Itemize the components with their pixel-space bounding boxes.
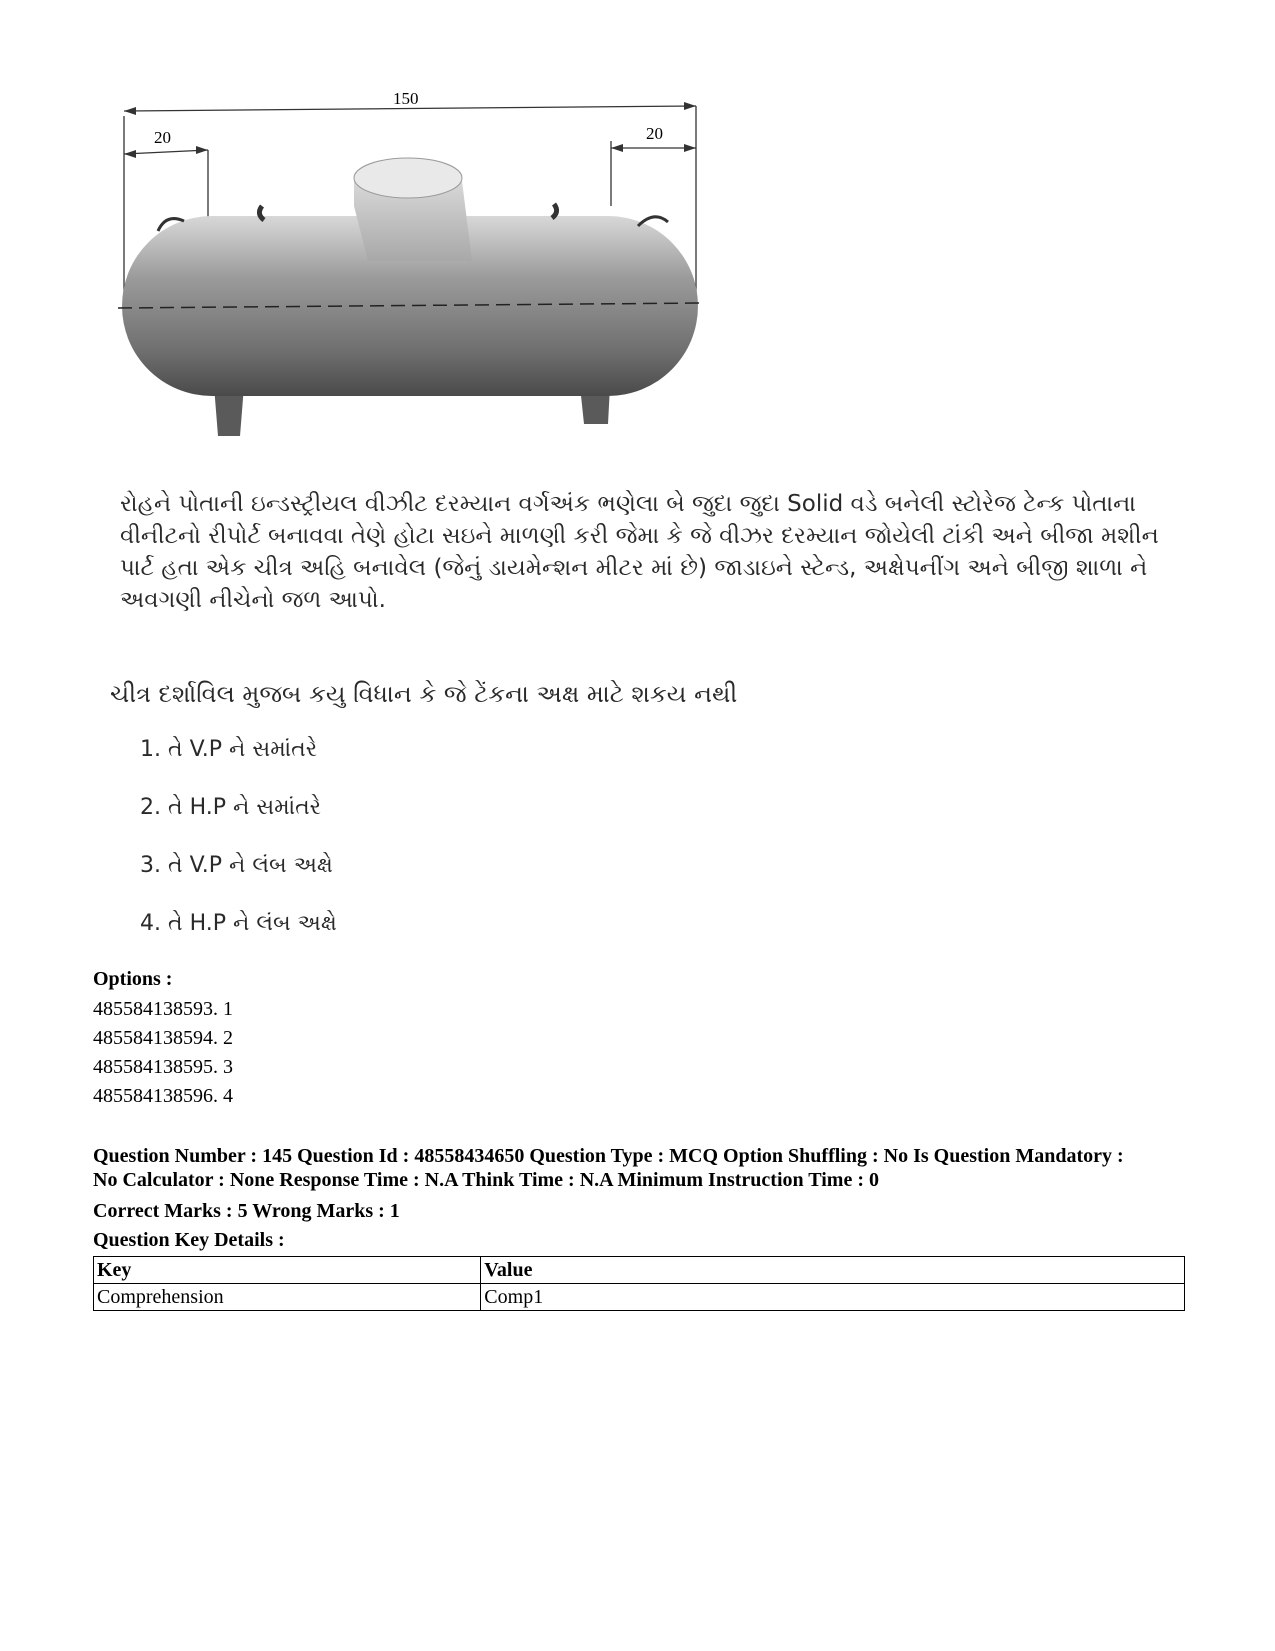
option-item: 485584138593. 1 xyxy=(93,998,233,1020)
table-row xyxy=(94,1284,1185,1311)
question-meta xyxy=(93,1144,1183,1192)
meta-line: Question Number : 145 Question Id : 48558434650 Question Type : MCQ Option Shuffling : No Is Question Mandatory : xyxy=(93,1145,1124,1167)
dim-right-label: 20 xyxy=(646,124,663,143)
header-value: Value xyxy=(481,1257,1185,1284)
choice-item: 2. તે H.P ને સમાંતરે xyxy=(140,795,322,820)
comprehension-passage xyxy=(120,488,1180,616)
question-choices xyxy=(140,737,337,969)
tank-figure xyxy=(118,86,718,466)
header-key: Key xyxy=(94,1257,481,1284)
tank-diagram xyxy=(118,86,718,466)
cell-value: Comp1 xyxy=(481,1284,1185,1311)
key-details-heading: Question Key Details : xyxy=(93,1229,285,1251)
cell-key: Comprehension xyxy=(94,1284,481,1311)
passage-line: અવગણી નીચેનો જળ આપો. xyxy=(120,587,386,613)
passage-line: પાર્ટ હતા એક ચીત્ર અહિ બનાવેલ (જેનું ડાયમેન્શન મીટર માં છે) જાડાઇને સ્ટેન્ડ, અક્ષેપનીંગ અને બીજી શાળા ને xyxy=(120,555,1148,581)
option-item: 485584138596. 4 xyxy=(93,1085,233,1107)
question-text: ચીત્ર દર્શાવિલ મુજબ કયુ વિધાન કે જે ટેંકના અક્ષ માટે શકય નથી xyxy=(110,680,738,708)
option-item: 485584138594. 2 xyxy=(93,1027,233,1049)
passage-line: વીનીટનો રીપોર્ટ બનાવવા તેણે હોટા સઇને માળણી કરી જેમા કે જે વીઝર દરમ્યાન જોયેલી ટાંકી અને બીજા મશીન xyxy=(120,523,1159,549)
choice-item: 4. તે H.P ને લંબ અક્ષે xyxy=(140,911,337,936)
marks-line: Correct Marks : 5 Wrong Marks : 1 xyxy=(93,1200,400,1222)
option-item: 485584138595. 3 xyxy=(93,1056,233,1078)
choice-item: 1. તે V.P ને સમાંતરે xyxy=(140,737,318,762)
meta-line: No Calculator : None Response Time : N.A Think Time : N.A Minimum Instruction Time : 0 xyxy=(93,1169,879,1191)
dim-total-label: 150 xyxy=(393,89,419,108)
options-list xyxy=(93,995,233,1111)
dim-left-label: 20 xyxy=(154,128,171,147)
options-heading: Options : xyxy=(93,968,173,990)
table-header-row xyxy=(94,1257,1185,1284)
passage-line: રોહને પોતાની ઇન્ડસ્ટ્રીયલ વીઝીટ દરમ્યાન વર્ગઅંક ભણેલા બે જુદા જુદા Solid વડે બનેલી સ્ટોરેજ ટેન્ક પોતાના xyxy=(120,491,1136,517)
key-details-table xyxy=(93,1256,1185,1311)
choice-item: 3. તે V.P ને લંબ અક્ષે xyxy=(140,853,333,878)
